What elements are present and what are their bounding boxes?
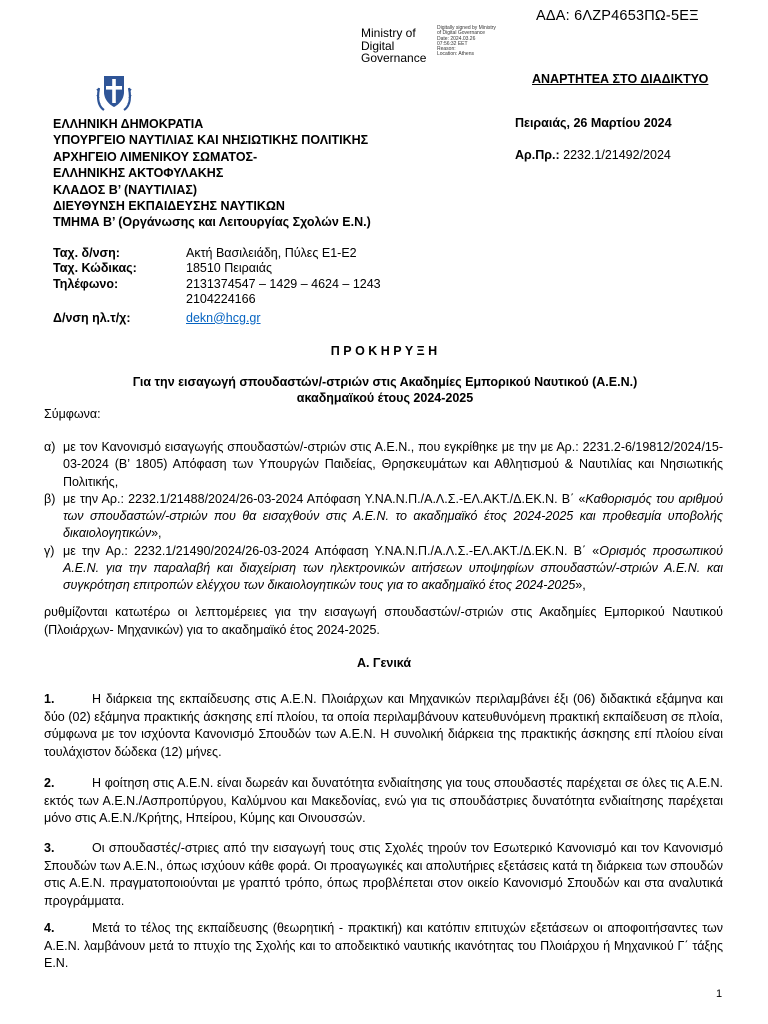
contact-row	[53, 246, 381, 261]
contact-label	[53, 292, 186, 307]
section-heading: Α. Γενικά	[356, 656, 412, 670]
item-text-italic: Καθορισμός του αριθμού των σπουδαστών/-στριών που θα εισαχθούν στις Α.Ε.Ν. το ακαδημαϊκό έτος 2024-2025 και προθεσμία υποβολής δικαιολογητικών	[63, 491, 723, 541]
numbered-paragraph	[44, 840, 723, 910]
header-line: ΕΛΛΗΝΙΚΗ ΔΗΜΟΚΡΑΤΙΑ	[53, 117, 204, 131]
header-line: ΥΠΟΥΡΓΕΙΟ ΝΑΥΤΙΛΙΑΣ ΚΑΙ ΝΗΣΙΩΤΙΚΗΣ ΠΟΛΙΤΙΚΗΣ	[53, 133, 369, 148]
contact-row	[53, 277, 381, 292]
issuer-header	[53, 116, 371, 231]
item-text-plain: με την Αρ.: 2232.1/21488/2024/26-03-2024 Απόφαση Υ.ΝΑ.Ν.Π./Α.Λ.Σ.-ΕΛ.ΑΚΤ./Δ.ΕΚ.Ν. Β΄ «	[63, 491, 586, 506]
contact-value: 2104224166	[186, 292, 256, 307]
contact-label: Δ/νση ηλ.τ/χ:	[53, 310, 131, 325]
signature-detail: Location: Athens	[437, 51, 474, 58]
item-marker: α)	[44, 440, 56, 454]
legal-basis-list	[44, 439, 723, 595]
signature-org-line: Governance	[361, 51, 427, 65]
item-text-italic: Ορισμός προσωπικού Α.Ε.Ν. για την παραλαβή και διαχείριση των ηλεκτρονικών αιτήσεων υποψηφίων σπουδαστών/-στριών Α.Ε.Ν. και συγκρότηση επιτροπών ελέγχου των δικαιολογητικών τους για το ακαδημαϊκό έτος 2024-2025	[63, 543, 723, 593]
numbered-paragraph	[44, 775, 723, 828]
post-notice: ΑΝΑΡΤΗΤΕΑ ΣΤΟ ΔΙΑΔΙΚΤΥΟ	[532, 72, 709, 86]
protocol-value: 2232.1/21492/2024	[559, 148, 671, 162]
coat-of-arms-icon	[96, 70, 132, 112]
contact-label: Ταχ. δ/νση:	[53, 246, 120, 260]
header-line: ΕΛΛΗΝΙΚΗΣ ΑΚΤΟΦΥΛΑΚΗΣ	[53, 166, 224, 181]
signature-org	[361, 27, 426, 65]
contact-row	[53, 292, 381, 307]
contact-row	[53, 311, 381, 326]
header-line: ΑΡΧΗΓΕΙΟ ΛΙΜΕΝΙΚΟΥ ΣΩΜΑΤΟΣ-	[53, 149, 258, 164]
item-text	[58, 543, 723, 595]
signature-org-line: Ministry of	[361, 26, 416, 40]
contacts-block	[53, 246, 381, 326]
item-text-end: »,	[151, 526, 162, 541]
list-item	[44, 491, 723, 543]
ada-code: ΑΔΑ: 6ΛΖΡ4653ΠΩ-5ΕΞ	[536, 8, 699, 24]
signature-detail: Reason:	[437, 46, 456, 53]
signature-detail: of Digital Governance	[437, 30, 486, 37]
signature-detail: 07:56:32 EET	[437, 40, 468, 47]
subtitle-line: Για την εισαγωγή σπουδαστών/-στριών στις Ακαδημίες Εμπορικού Ναυτικού (Α.Ε.Ν.)	[132, 375, 638, 389]
paragraph-text: Μετά το τέλος της εκπαίδευσης (θεωρητική - πρακτική) και κατόπιν επιτυχών εξετάσεων οι αποφοιτήσαντες των Α.Ε.Ν. λαμβάνουν μετά το πτυχίο της Σχολής και το αποδεικτικό ναυτικής ικανότητας του Πλοιάρχου ή Μηχανικού Γ΄ τάξης Ε.Ν.	[44, 921, 723, 971]
list-item	[44, 543, 723, 595]
email-link[interactable]: dekn@hcg.gr	[186, 310, 261, 325]
signature-detail: Digitally signed by Ministry	[437, 25, 496, 31]
header-line: ΚΛΑΔΟΣ Β’ (ΝΑΥΤΙΛΙΑΣ)	[53, 182, 198, 197]
item-marker: β)	[44, 491, 56, 506]
contact-value: Ακτή Βασιλειάδη, Πύλες Ε1-Ε2	[186, 246, 357, 260]
regulate-paragraph: ρυθμίζονται κατωτέρω οι λεπτομέρειες για την εισαγωγή σπουδαστών/-στριών στις Ακαδημίες Εμπορικού Ναυτικού (Πλοιάρχων- Μηχανικών) για το ακαδημαϊκό έτος 2024-2025.	[44, 605, 723, 637]
item-text	[58, 491, 723, 543]
protocol-number	[515, 148, 671, 162]
numbered-paragraph	[44, 691, 723, 761]
subtitle-line: ακαδημαϊκού έτους 2024-2025	[296, 391, 474, 405]
item-text-end: »,	[575, 578, 586, 593]
numbered-paragraph	[44, 920, 723, 973]
document-subtitle	[40, 374, 730, 406]
document-title: Π Ρ Ο Κ Η Ρ Υ Ξ Η	[330, 344, 438, 358]
page-number: 1	[716, 988, 723, 1000]
signature-org-line: Digital	[361, 38, 395, 53]
contact-label: Ταχ. Κώδικας:	[53, 261, 137, 276]
signature-details	[437, 26, 496, 58]
header-line: ΤΜΗΜΑ Β’ (Οργάνωσης και Λειτουργίας Σχολών Ε.Ν.)	[53, 215, 371, 230]
item-text-plain: με την Αρ.: 2232.1/21490/2024/26-03-2024 Απόφαση Υ.ΝΑ.Ν.Π./Α.Λ.Σ.-ΕΛ.ΑΚΤ./Δ.ΕΚ.Ν. Β΄ «	[63, 543, 600, 558]
paragraph-number: 2.	[44, 776, 55, 790]
header-line: ΔΙΕΥΘΥΝΣΗ ΕΚΠΑΙΔΕΥΣΗΣ ΝΑΥΤΙΚΩΝ	[53, 199, 285, 214]
contact-value: 2131374547 – 1429 – 4624 – 1243	[186, 276, 381, 291]
paragraph-number: 4.	[44, 921, 55, 935]
list-item	[44, 439, 723, 491]
paragraph-text: Οι σπουδαστές/-στριες από την εισαγωγή τους στις Σχολές τηρούν τον Εσωτερικό Κανονισμό και τον Κανονισμό Σπουδών των Α.Ε.Ν., όπως ισχύουν κάθε φορά. Οι προαγωγικές και απολυτήριες εξετάσεις κατά τη διάρκεια των σπουδών στις Α.Ε.Ν. πραγματοποιούνται με γραπτό τρόπο, όπως προβλέπεται στον οικείο Κανονισμό Σπουδών και στα αναλυτικά προγράμματα.	[44, 841, 723, 908]
paragraph-text: Η φοίτηση στις Α.Ε.Ν. είναι δωρεάν και δυνατότητα ενδιαίτησης για τους σπουδαστές παρέχεται σε όλες τις Α.Ε.Ν. εκτός των Α.Ε.Ν./Ασπροπύργου, Καλύμνου και Μακεδονίας, ενώ για τις σπουδάστριες δυνατότητα ενδιαίτησης παρέχεται μόνο στις Α.Ε.Ν./Κρήτης, Ηπείρου, Κύμης και Οινουσσών.	[44, 776, 723, 826]
according-label: Σύμφωνα:	[44, 407, 101, 421]
contact-row	[53, 261, 381, 276]
place-date: Πειραιάς, 26 Μαρτίου 2024	[515, 116, 672, 130]
protocol-label: Αρ.Πρ.:	[515, 148, 560, 162]
contact-label: Τηλέφωνο:	[53, 276, 119, 291]
item-marker: γ)	[44, 543, 55, 558]
signature-detail: Date: 2024.03.26	[437, 35, 476, 42]
item-text: με τον Κανονισμό εισαγωγής σπουδαστών/-στριών στις Α.Ε.Ν., που εγκρίθηκε με την με Αρ.: 2231.2-6/19812/2024/15-03-2024 (Β’ 1805) Απόφαση των Υπουργών Παιδείας, Θρησκευμάτων και Αθλητισμού & Ναυτιλίας και Νησιωτικής Πολιτικής,	[63, 440, 723, 489]
paragraph-text: Η διάρκεια της εκπαίδευσης στις Α.Ε.Ν. Πλοιάρχων και Μηχανικών περιλαμβάνει έξι (06) διδακτικά εξάμηνα και δύο (02) εξάμηνα πρακτικής άσκησης επί πλοίου, τα οποία περιλαμβάνουν κατευθυνόμενη πρακτική εκπαίδευση σε πλοία, σύμφωνα με τον ισχύοντα Κανονισμό Σπουδών των Α.Ε.Ν. Η συνολική διάρκεια της πρακτικής άσκησης επί πλοίου είναι τουλάχιστον δώδεκα (12) μήνες.	[44, 692, 723, 759]
paragraph-number: 1.	[44, 692, 55, 706]
contact-value: 18510 Πειραιάς	[186, 261, 272, 276]
paragraph-number: 3.	[44, 841, 55, 855]
